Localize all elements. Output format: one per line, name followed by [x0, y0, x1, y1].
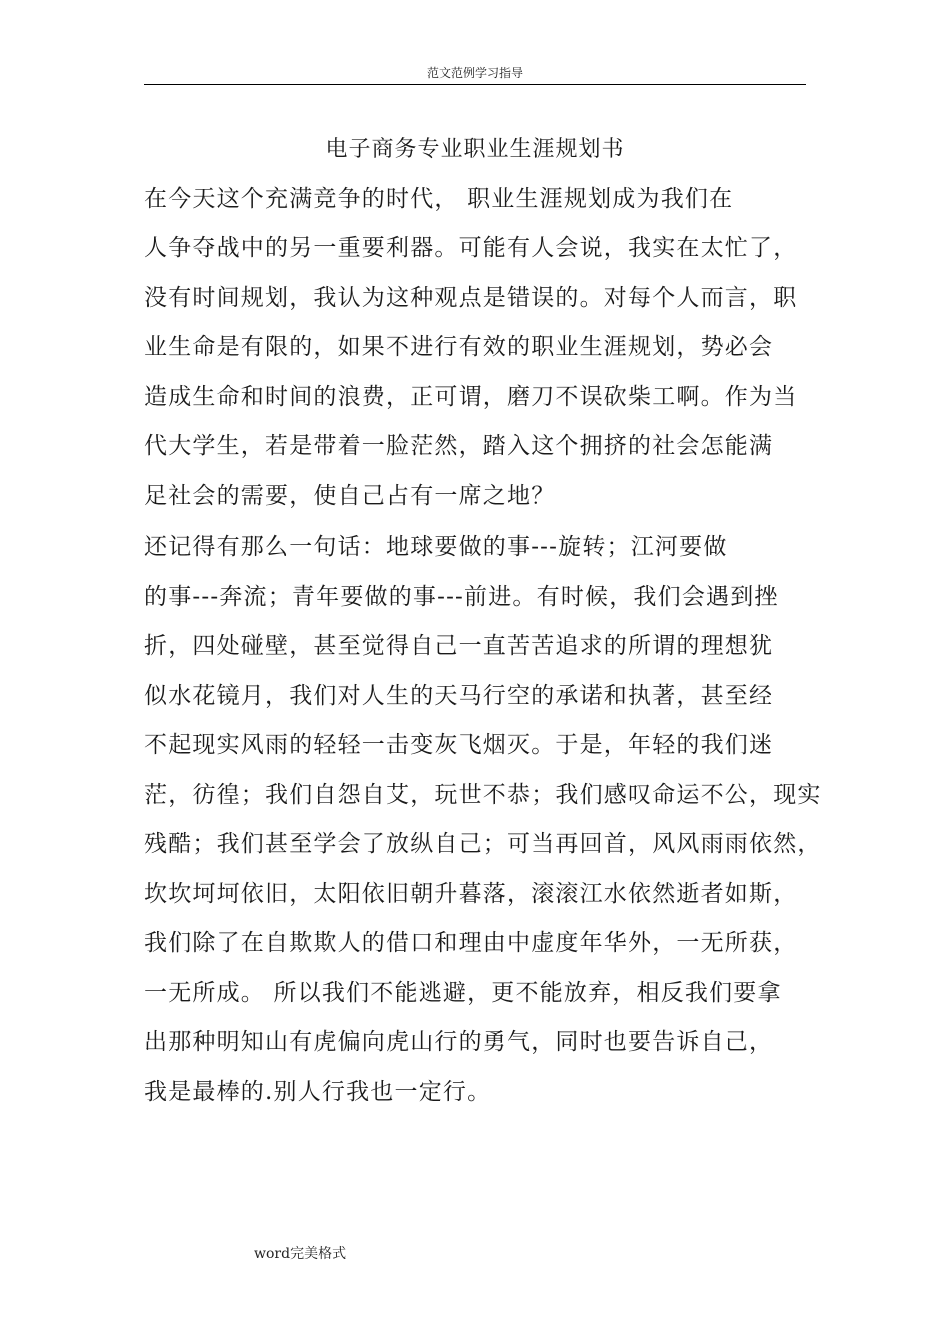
paragraph-line: 人争夺战中的另一重要利器。可能有人会说，我实在太忙了，: [144, 235, 798, 261]
paragraph-line: 我是最棒的.别人行我也一定行。: [144, 1079, 492, 1105]
document-title: 电子商务专业职业生涯规划书: [325, 137, 625, 162]
paragraph-line: 在今天这个充满竞争的时代， 职业生涯规划成为我们在: [144, 186, 734, 212]
paragraph-line: 没有时间规划，我认为这种观点是错误的。对每个人而言，职: [144, 285, 798, 311]
paragraph-line: 我们除了在自欺欺人的借口和理由中虚度年华外，一无所获，: [144, 930, 798, 956]
paragraph-line: 一无所成。 所以我们不能逃避，更不能放弃，相反我们要拿: [144, 980, 782, 1006]
paragraph-line: 造成生命和时间的浪费，正可谓，磨刀不误砍柴工啊。作为当: [144, 384, 798, 410]
paragraph-line: 的事---奔流；青年要做的事---前进。有时候，我们会遇到挫: [144, 584, 779, 610]
paragraph-line: 业生命是有限的，如果不进行有效的职业生涯规划，势必会: [144, 334, 774, 360]
paragraph-line: 不起现实风雨的轻轻一击变灰飞烟灭。于是，年轻的我们迷: [144, 732, 774, 758]
paragraph-line: 茫，彷徨；我们自怨自艾，玩世不恭；我们感叹命运不公，现实: [144, 782, 822, 808]
paragraph-line: 似水花镜月，我们对人生的天马行空的承诺和执著，甚至经: [144, 683, 774, 709]
paragraph-line: 代大学生，若是带着一脸茫然，踏入这个拥挤的社会怎能满: [144, 433, 774, 459]
paragraph-line: 足社会的需要，使自己占有一席之地？: [144, 483, 556, 509]
paragraph-line: 坎坎坷坷依旧，太阳依旧朝升暮落，滚滚江水依然逝者如斯，: [144, 881, 798, 907]
paragraph-line: 残酷；我们甚至学会了放纵自己；可当再回首，风风雨雨依然，: [144, 831, 822, 857]
paragraph-line: 还记得有那么一句话：地球要做的事---旋转；江河要做: [144, 534, 728, 560]
page-header: 范文范例学习指导: [144, 64, 806, 85]
page-footer: word完美格式: [254, 1246, 347, 1262]
paragraph-line: 出那种明知山有虎偏向虎山行的勇气，同时也要告诉自己，: [144, 1029, 774, 1055]
paragraph-line: 折，四处碰壁，甚至觉得自己一直苦苦追求的所谓的理想犹: [144, 633, 774, 659]
